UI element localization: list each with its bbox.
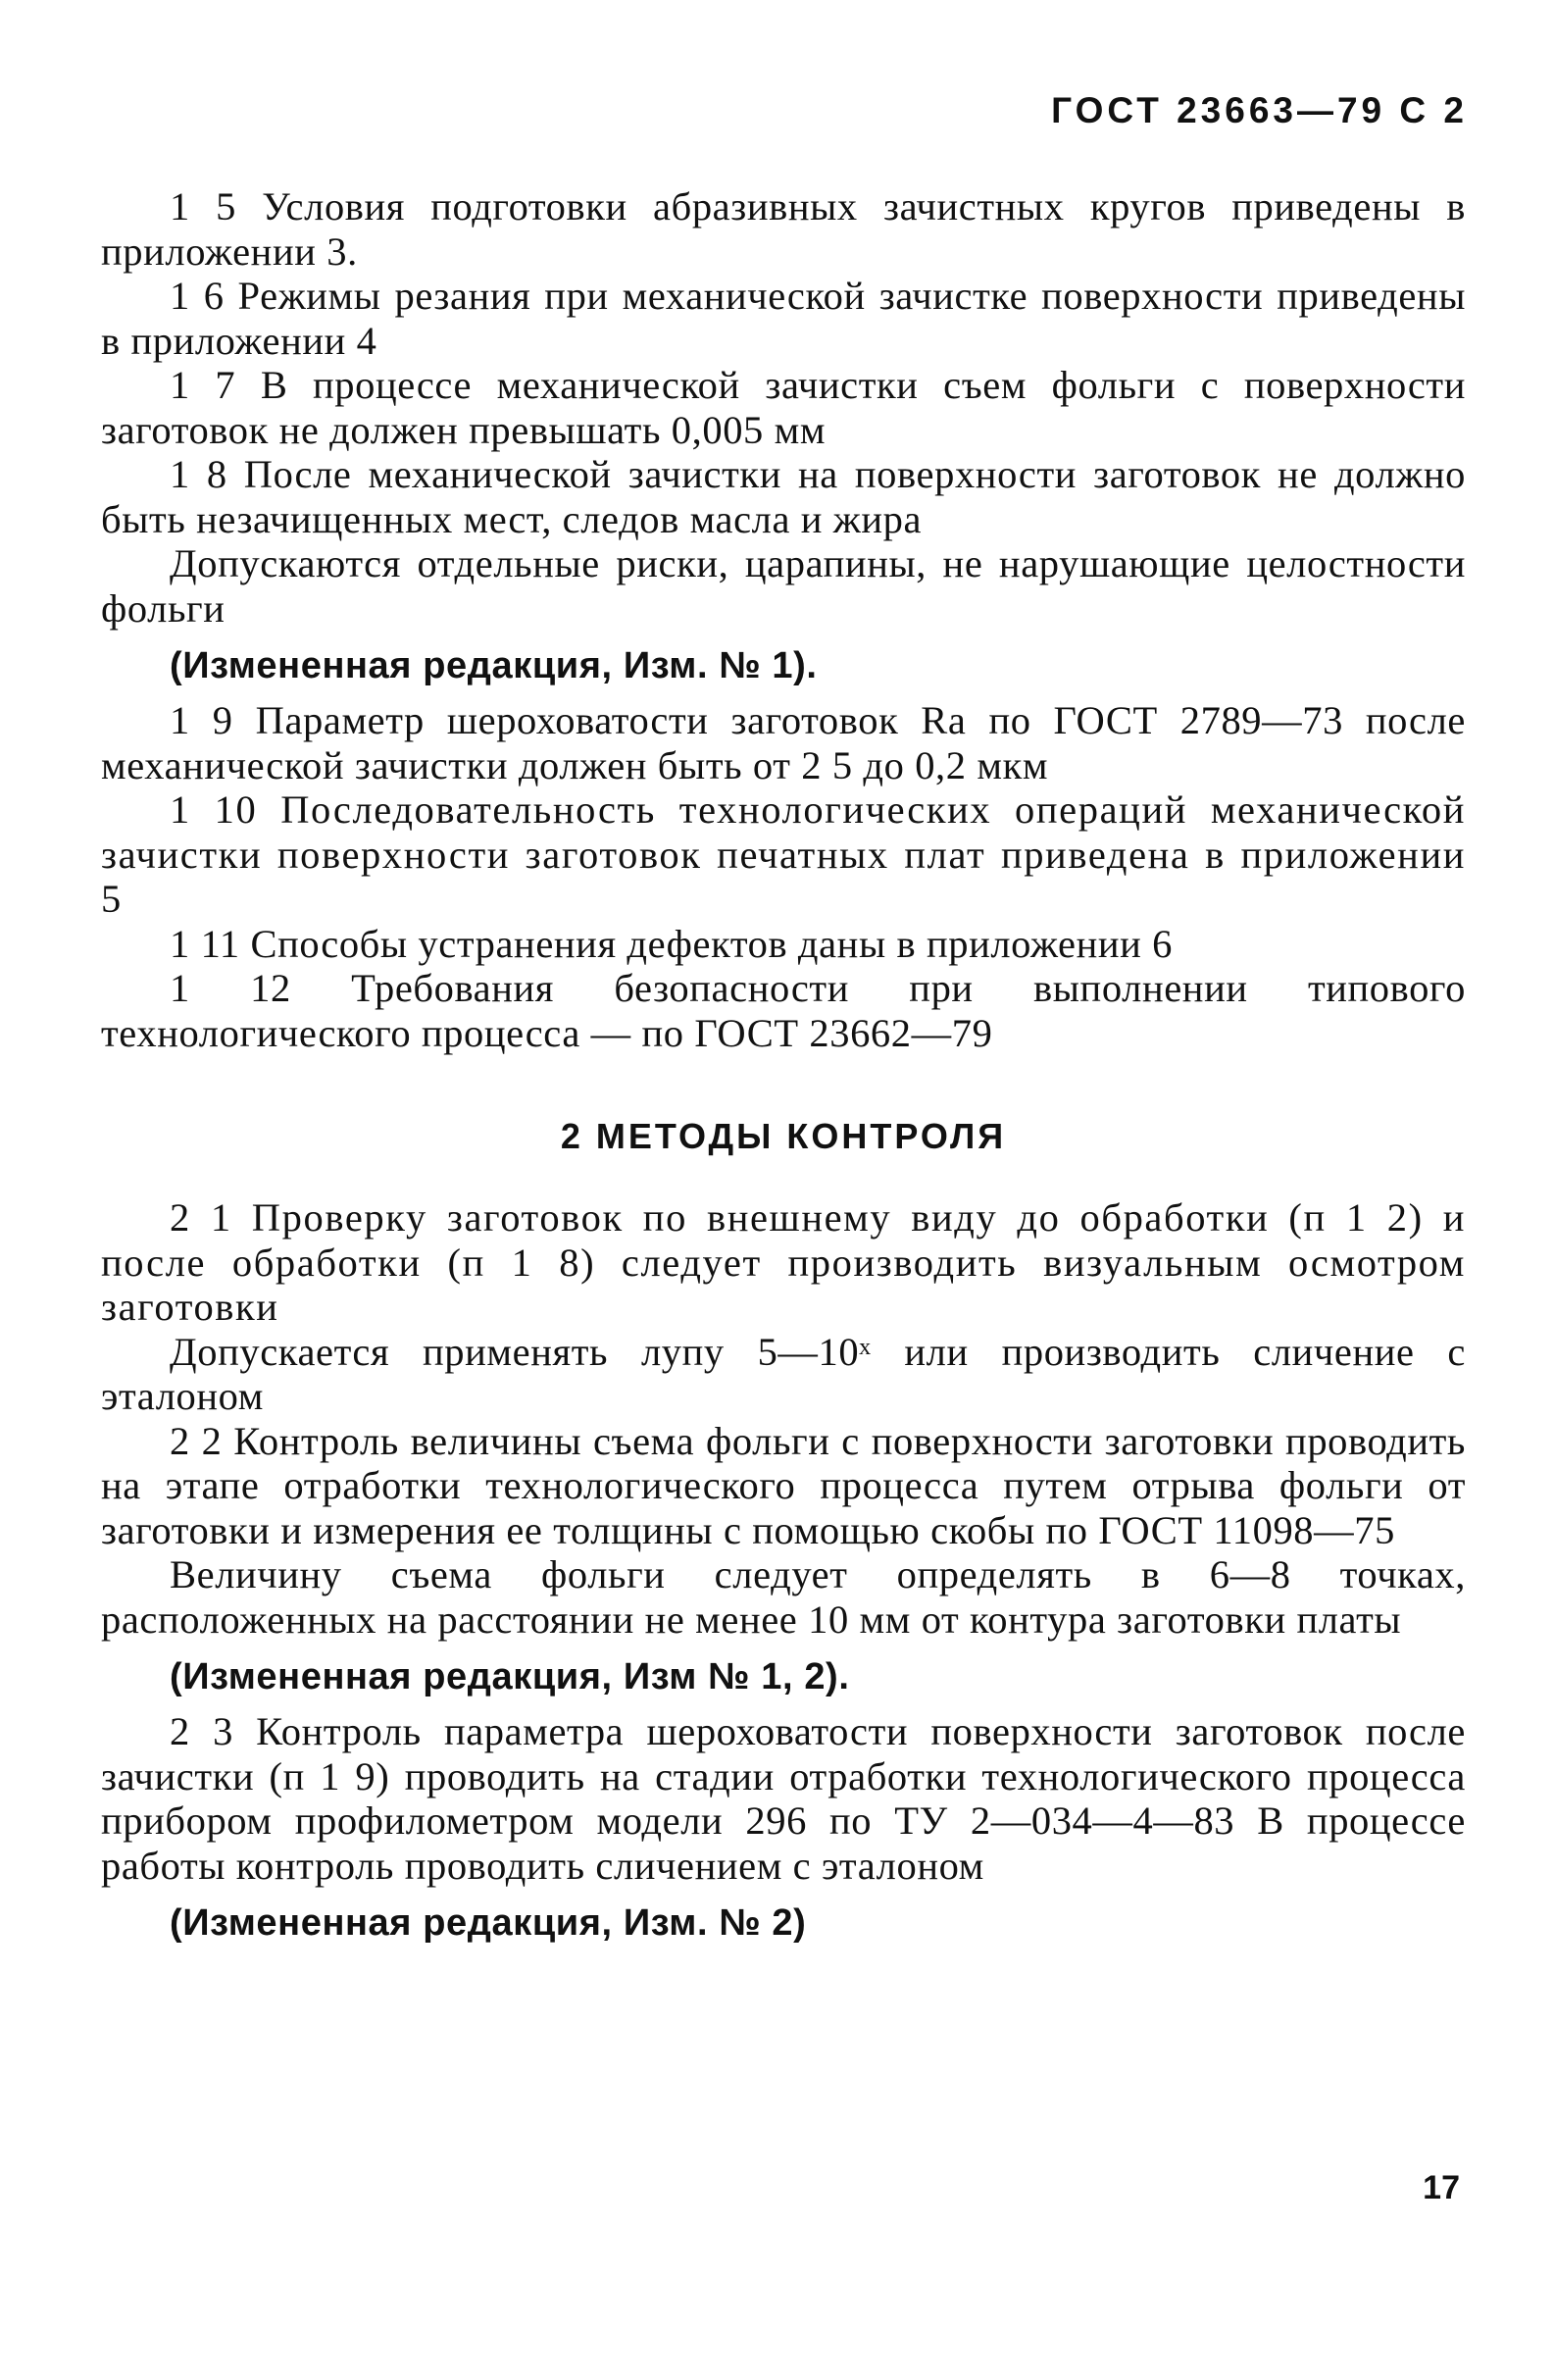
document-body: [101, 184, 1466, 1955]
paragraph-1-10: 1 10 Последовательность технологических операций механической зачистки поверхности заготовок печатных плат приведена в приложении 5: [101, 787, 1466, 921]
paragraph-1-12: 1 12 Требования безопасности при выполнении типового технологического процесса — по ГОСТ 23662—79: [101, 966, 1466, 1055]
section-heading-control-methods: 2 МЕТОДЫ КОНТРОЛЯ: [560, 1116, 1007, 1156]
amendment-note: (Измененная редакция, Изм. № 1).: [170, 645, 818, 686]
paragraph-1-8: 1 8 После механической зачистки на поверхности заготовок не должно быть незачищенных мест, следов масла и жира: [101, 452, 1466, 541]
paragraph-1-7: 1 7 В процессе механической зачистки съем фольги с поверхности заготовок не должен превышать 0,005 мм: [101, 363, 1466, 452]
paragraph-1-11: 1 11 Способы устранения дефектов даны в приложении 6: [170, 921, 1174, 966]
paragraph-1-9: 1 9 Параметр шероховатости заготовок Ra по ГОСТ 2789—73 после механической зачистки должен быть от 2 5 до 0,2 мкм: [101, 698, 1466, 787]
paragraph-2-1: 2 1 Проверку заготовок по внешнему виду до обработки (п 1 2) и после обработки (п 1 8) следует производить визуальным осмотром заготовки: [101, 1195, 1466, 1329]
paragraph-1-6: 1 6 Режимы резания при механической зачистке поверхности приведены в приложении 4: [101, 274, 1466, 363]
standard-header: ГОСТ 23663—79 С 2: [1051, 90, 1468, 130]
paragraph-2-3: 2 3 Контроль параметра шероховатости поверхности заготовок после зачистки (п 1 9) проводить на стадии отработки технологического процесса прибором профилометром модели 296 по ТУ 2—034—4—83 В процессе работы контроль проводить сличением с эталоном: [101, 1709, 1466, 1888]
amendment-note: (Измененная редакция, Изм. № 2): [170, 1902, 807, 1944]
paragraph-1-5: 1 5 Условия подготовки абразивных зачистных кругов приведены в приложении 3.: [101, 184, 1466, 274]
amendment-note: (Измененная редакция, Изм № 1, 2).: [170, 1656, 850, 1697]
paragraph-2-2: 2 2 Контроль величины съема фольги с поверхности заготовки проводить на этапе отработки технологического процесса путем отрыва фольги от заготовки и измерения ее толщины с помощью скобы по ГОСТ 11098—75: [101, 1418, 1466, 1552]
page-number: 17: [1423, 2169, 1460, 2206]
paragraph-1-8-note: Допускаются отдельные риски, царапины, не нарушающие целостности фольги: [101, 541, 1466, 631]
paragraph-2-2-note: Величину съема фольги следует определять в 6—8 точках, расположенных на расстоянии не менее 10 мм от контура заготовки платы: [101, 1552, 1466, 1642]
paragraph-2-1-note: Допускается применять лупу 5—10ˣ или производить сличение с эталоном: [101, 1329, 1466, 1418]
